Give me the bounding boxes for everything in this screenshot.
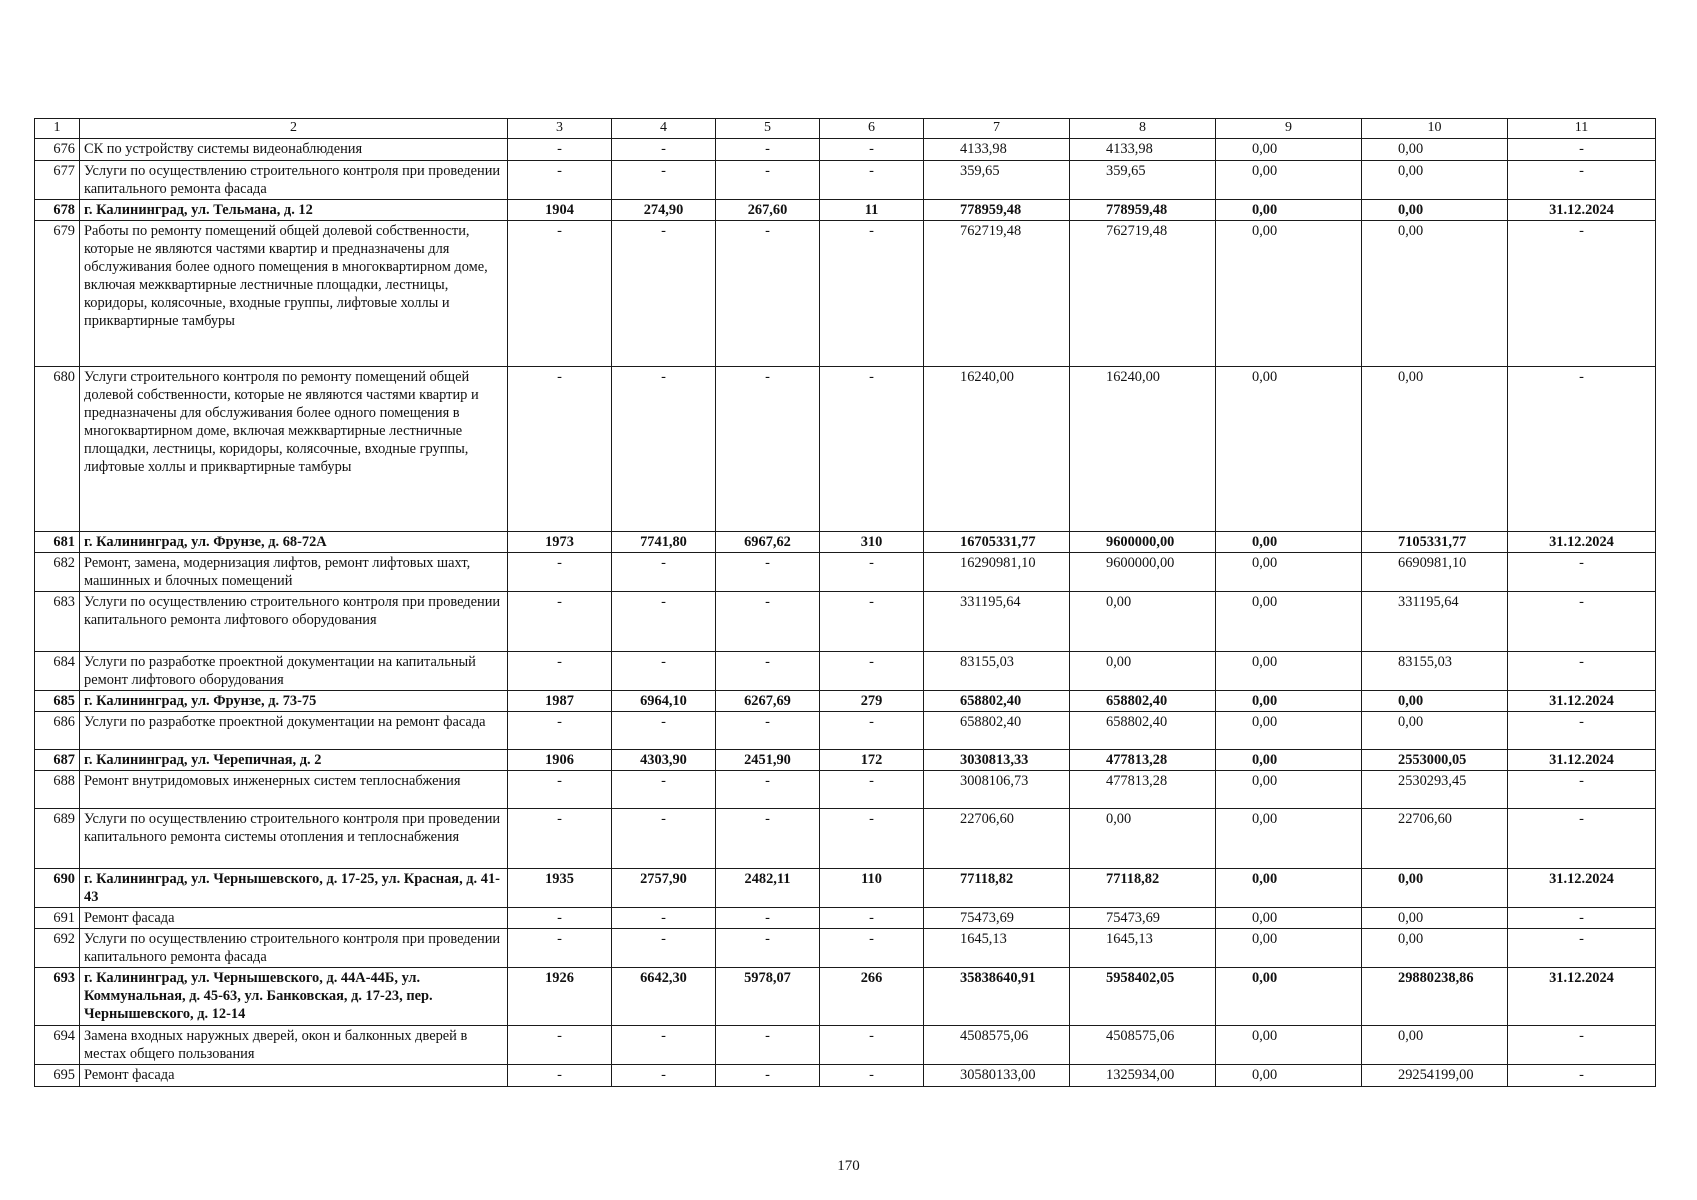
cell-total-area: 4303,90: [612, 750, 716, 771]
col-header: 6: [820, 119, 924, 139]
table-row: [35, 139, 1656, 161]
cell-living-area: 6267,69: [716, 691, 820, 712]
cell-owner-cost: 22706,60: [1362, 809, 1508, 869]
cell-total-cost: 83155,03: [924, 652, 1070, 691]
cell-deadline: 31.12.2024: [1508, 691, 1656, 712]
cell-budget-cost: 0,00: [1216, 139, 1362, 161]
cell-description: г. Калининград, ул. Чернышевского, д. 17-25, ул. Красная, д. 41-43: [80, 869, 508, 908]
cell-description: Ремонт фасада: [80, 1065, 508, 1087]
cell-deadline: -: [1508, 1065, 1656, 1087]
cell-living-area: -: [716, 771, 820, 809]
cell-fund-cost: 477813,28: [1070, 750, 1216, 771]
cell-owner-cost: 0,00: [1362, 367, 1508, 532]
table-row: [35, 592, 1656, 652]
cell-deadline: -: [1508, 809, 1656, 869]
cell-budget-cost: 0,00: [1216, 221, 1362, 367]
cell-owner-cost: 0,00: [1362, 200, 1508, 221]
cell-living-area: 2451,90: [716, 750, 820, 771]
cell-living-area: -: [716, 929, 820, 968]
cell-description: Услуги по разработке проектной документации на ремонт фасада: [80, 712, 508, 750]
cell-fund-cost: 762719,48: [1070, 221, 1216, 367]
cell-total-area: 2757,90: [612, 869, 716, 908]
cell-row-number: 691: [35, 908, 80, 929]
col-header: 9: [1216, 119, 1362, 139]
cell-budget-cost: 0,00: [1216, 553, 1362, 592]
cell-residents: 266: [820, 968, 924, 1026]
cell-residents: -: [820, 1065, 924, 1087]
cell-build-year: -: [508, 929, 612, 968]
cell-total-cost: 16240,00: [924, 367, 1070, 532]
cell-description: Ремонт внутридомовых инженерных систем теплоснабжения: [80, 771, 508, 809]
cell-deadline: -: [1508, 929, 1656, 968]
cell-row-number: 695: [35, 1065, 80, 1087]
cell-residents: -: [820, 553, 924, 592]
cell-residents: -: [820, 809, 924, 869]
cell-owner-cost: 0,00: [1362, 139, 1508, 161]
cell-deadline: -: [1508, 771, 1656, 809]
col-header: 3: [508, 119, 612, 139]
table-row: [35, 652, 1656, 691]
cell-budget-cost: 0,00: [1216, 771, 1362, 809]
cell-residents: -: [820, 908, 924, 929]
cell-fund-cost: 1645,13: [1070, 929, 1216, 968]
cell-description: Услуги по осуществлению строительного контроля при проведении капитального ремонта фасада: [80, 161, 508, 200]
cell-total-cost: 75473,69: [924, 908, 1070, 929]
col-header: 11: [1508, 119, 1656, 139]
cell-owner-cost: 83155,03: [1362, 652, 1508, 691]
cell-build-year: -: [508, 809, 612, 869]
cell-owner-cost: 0,00: [1362, 869, 1508, 908]
col-header: 10: [1362, 119, 1508, 139]
cell-living-area: -: [716, 367, 820, 532]
cell-description: СК по устройству системы видеонаблюдения: [80, 139, 508, 161]
cell-description: г. Калининград, ул. Фрунзе, д. 73-75: [80, 691, 508, 712]
cell-total-area: -: [612, 553, 716, 592]
cell-total-cost: 16290981,10: [924, 553, 1070, 592]
address-row: [35, 691, 1656, 712]
cell-description: г. Калининград, ул. Чернышевского, д. 44А-44Б, ул. Коммунальная, д. 45-63, ул. Банковская, д. 17-23, пер. Чернышевского, д. 12-14: [80, 968, 508, 1026]
cell-residents: -: [820, 139, 924, 161]
cell-total-cost: 30580133,00: [924, 1065, 1070, 1087]
cell-row-number: 685: [35, 691, 80, 712]
cell-budget-cost: 0,00: [1216, 652, 1362, 691]
cell-build-year: -: [508, 221, 612, 367]
cell-residents: -: [820, 712, 924, 750]
cell-fund-cost: 658802,40: [1070, 691, 1216, 712]
cell-total-area: -: [612, 712, 716, 750]
col-header: 4: [612, 119, 716, 139]
cell-description: Замена входных наружных дверей, окон и балконных дверей в местах общего пользования: [80, 1026, 508, 1065]
cell-deadline: 31.12.2024: [1508, 750, 1656, 771]
cell-fund-cost: 658802,40: [1070, 712, 1216, 750]
cell-build-year: 1926: [508, 968, 612, 1026]
cell-description: Услуги по разработке проектной документации на капитальный ремонт лифтового оборудования: [80, 652, 508, 691]
cell-total-area: 6964,10: [612, 691, 716, 712]
cell-total-cost: 3008106,73: [924, 771, 1070, 809]
cell-fund-cost: 4508575,06: [1070, 1026, 1216, 1065]
cell-total-area: -: [612, 809, 716, 869]
cell-deadline: -: [1508, 652, 1656, 691]
cell-total-cost: 77118,82: [924, 869, 1070, 908]
table-row: [35, 553, 1656, 592]
cell-owner-cost: 0,00: [1362, 1026, 1508, 1065]
cell-fund-cost: 9600000,00: [1070, 553, 1216, 592]
cell-owner-cost: 0,00: [1362, 221, 1508, 367]
works-table: [34, 118, 1656, 1087]
cell-description: Ремонт фасада: [80, 908, 508, 929]
cell-residents: 279: [820, 691, 924, 712]
cell-build-year: 1904: [508, 200, 612, 221]
cell-living-area: -: [716, 139, 820, 161]
cell-row-number: 684: [35, 652, 80, 691]
cell-owner-cost: 0,00: [1362, 712, 1508, 750]
cell-total-area: 274,90: [612, 200, 716, 221]
cell-residents: -: [820, 652, 924, 691]
cell-owner-cost: 29254199,00: [1362, 1065, 1508, 1087]
cell-residents: -: [820, 1026, 924, 1065]
cell-fund-cost: 77118,82: [1070, 869, 1216, 908]
cell-owner-cost: 331195,64: [1362, 592, 1508, 652]
cell-description: Услуги по осуществлению строительного контроля при проведении капитального ремонта фасада: [80, 929, 508, 968]
cell-budget-cost: 0,00: [1216, 750, 1362, 771]
col-header: 8: [1070, 119, 1216, 139]
cell-build-year: -: [508, 367, 612, 532]
table-row: [35, 367, 1656, 532]
col-header: 1: [35, 119, 80, 139]
cell-deadline: -: [1508, 161, 1656, 200]
cell-total-cost: 658802,40: [924, 691, 1070, 712]
cell-total-area: 7741,80: [612, 532, 716, 553]
cell-fund-cost: 778959,48: [1070, 200, 1216, 221]
address-row: [35, 532, 1656, 553]
cell-description: Услуги по осуществлению строительного контроля при проведении капитального ремонта системы отопления и теплоснабжения: [80, 809, 508, 869]
cell-deadline: -: [1508, 553, 1656, 592]
cell-row-number: 686: [35, 712, 80, 750]
cell-living-area: -: [716, 553, 820, 592]
cell-row-number: 688: [35, 771, 80, 809]
address-row: [35, 869, 1656, 908]
col-header: 7: [924, 119, 1070, 139]
cell-living-area: -: [716, 809, 820, 869]
cell-build-year: -: [508, 553, 612, 592]
cell-total-area: -: [612, 221, 716, 367]
cell-deadline: -: [1508, 1026, 1656, 1065]
cell-living-area: -: [716, 908, 820, 929]
cell-owner-cost: 2553000,05: [1362, 750, 1508, 771]
cell-deadline: -: [1508, 908, 1656, 929]
cell-total-cost: 778959,48: [924, 200, 1070, 221]
table-row: [35, 1065, 1656, 1087]
cell-total-area: -: [612, 592, 716, 652]
cell-total-area: -: [612, 367, 716, 532]
cell-total-cost: 3030813,33: [924, 750, 1070, 771]
cell-budget-cost: 0,00: [1216, 712, 1362, 750]
cell-budget-cost: 0,00: [1216, 367, 1362, 532]
cell-total-area: -: [612, 139, 716, 161]
cell-living-area: -: [716, 221, 820, 367]
cell-budget-cost: 0,00: [1216, 532, 1362, 553]
cell-fund-cost: 75473,69: [1070, 908, 1216, 929]
cell-build-year: -: [508, 592, 612, 652]
cell-build-year: -: [508, 908, 612, 929]
table-row: [35, 809, 1656, 869]
cell-residents: -: [820, 592, 924, 652]
cell-deadline: 31.12.2024: [1508, 869, 1656, 908]
cell-fund-cost: 0,00: [1070, 809, 1216, 869]
cell-residents: -: [820, 161, 924, 200]
cell-total-cost: 4508575,06: [924, 1026, 1070, 1065]
cell-residents: 172: [820, 750, 924, 771]
cell-owner-cost: 0,00: [1362, 161, 1508, 200]
cell-description: Работы по ремонту помещений общей долевой собственности, которые не являются частями квартир и предназначены для обслуживания более одного помещения в многоквартирном доме, включая межквартирные лестничные площадки, лестницы, коридоры, колясочные, входные группы, лифтовые холлы и приквартирные тамбуры: [80, 221, 508, 367]
cell-description: Ремонт, замена, модернизация лифтов, ремонт лифтовых шахт, машинных и блочных помещений: [80, 553, 508, 592]
table-row: [35, 771, 1656, 809]
cell-budget-cost: 0,00: [1216, 592, 1362, 652]
page-number: 170: [837, 1158, 860, 1174]
cell-row-number: 682: [35, 553, 80, 592]
cell-deadline: -: [1508, 592, 1656, 652]
cell-fund-cost: 0,00: [1070, 592, 1216, 652]
cell-total-area: -: [612, 1026, 716, 1065]
cell-build-year: -: [508, 771, 612, 809]
cell-total-area: -: [612, 1065, 716, 1087]
table-row: [35, 161, 1656, 200]
cell-fund-cost: 9600000,00: [1070, 532, 1216, 553]
cell-fund-cost: 1325934,00: [1070, 1065, 1216, 1087]
cell-build-year: -: [508, 712, 612, 750]
cell-residents: 11: [820, 200, 924, 221]
cell-build-year: -: [508, 1026, 612, 1065]
cell-budget-cost: 0,00: [1216, 929, 1362, 968]
cell-row-number: 680: [35, 367, 80, 532]
cell-build-year: -: [508, 1065, 612, 1087]
cell-owner-cost: 7105331,77: [1362, 532, 1508, 553]
cell-budget-cost: 0,00: [1216, 691, 1362, 712]
cell-owner-cost: 0,00: [1362, 929, 1508, 968]
cell-build-year: 1987: [508, 691, 612, 712]
cell-total-area: -: [612, 652, 716, 691]
address-row: [35, 200, 1656, 221]
cell-total-cost: 331195,64: [924, 592, 1070, 652]
cell-living-area: -: [716, 652, 820, 691]
cell-budget-cost: 0,00: [1216, 968, 1362, 1026]
cell-total-area: 6642,30: [612, 968, 716, 1026]
cell-row-number: 690: [35, 869, 80, 908]
cell-budget-cost: 0,00: [1216, 809, 1362, 869]
cell-owner-cost: 0,00: [1362, 691, 1508, 712]
cell-fund-cost: 0,00: [1070, 652, 1216, 691]
address-row: [35, 968, 1656, 1026]
cell-living-area: -: [716, 1026, 820, 1065]
cell-living-area: -: [716, 592, 820, 652]
cell-build-year: 1935: [508, 869, 612, 908]
cell-build-year: -: [508, 652, 612, 691]
cell-owner-cost: 6690981,10: [1362, 553, 1508, 592]
cell-living-area: 267,60: [716, 200, 820, 221]
cell-description: г. Калининград, ул. Фрунзе, д. 68-72А: [80, 532, 508, 553]
cell-residents: 110: [820, 869, 924, 908]
cell-living-area: -: [716, 161, 820, 200]
cell-deadline: -: [1508, 712, 1656, 750]
cell-build-year: 1973: [508, 532, 612, 553]
cell-deadline: 31.12.2024: [1508, 532, 1656, 553]
cell-deadline: -: [1508, 221, 1656, 367]
table-row: [35, 1026, 1656, 1065]
cell-budget-cost: 0,00: [1216, 1026, 1362, 1065]
cell-living-area: -: [716, 1065, 820, 1087]
cell-total-cost: 35838640,91: [924, 968, 1070, 1026]
cell-total-cost: 359,65: [924, 161, 1070, 200]
cell-build-year: 1906: [508, 750, 612, 771]
col-header: 5: [716, 119, 820, 139]
cell-living-area: 6967,62: [716, 532, 820, 553]
cell-deadline: -: [1508, 367, 1656, 532]
cell-budget-cost: 0,00: [1216, 161, 1362, 200]
cell-row-number: 689: [35, 809, 80, 869]
cell-owner-cost: 29880238,86: [1362, 968, 1508, 1026]
cell-description: г. Калининград, ул. Тельмана, д. 12: [80, 200, 508, 221]
cell-total-area: -: [612, 929, 716, 968]
cell-description: Услуги строительного контроля по ремонту помещений общей долевой собственности, которые не являются частями квартир и предназначены для обслуживания более одного помещения в многоквартирном доме, включая межквартирные лестничные площадки, лестницы, коридоры, колясочные, входные группы, лифтовые холлы и приквартирные тамбуры: [80, 367, 508, 532]
cell-row-number: 681: [35, 532, 80, 553]
cell-fund-cost: 5958402,05: [1070, 968, 1216, 1026]
cell-row-number: 694: [35, 1026, 80, 1065]
cell-owner-cost: 2530293,45: [1362, 771, 1508, 809]
cell-total-area: -: [612, 908, 716, 929]
cell-total-cost: 16705331,77: [924, 532, 1070, 553]
cell-deadline: 31.12.2024: [1508, 200, 1656, 221]
cell-budget-cost: 0,00: [1216, 908, 1362, 929]
cell-fund-cost: 477813,28: [1070, 771, 1216, 809]
cell-total-cost: 658802,40: [924, 712, 1070, 750]
cell-row-number: 687: [35, 750, 80, 771]
cell-residents: 310: [820, 532, 924, 553]
cell-row-number: 677: [35, 161, 80, 200]
cell-fund-cost: 359,65: [1070, 161, 1216, 200]
cell-living-area: 2482,11: [716, 869, 820, 908]
cell-row-number: 693: [35, 968, 80, 1026]
cell-total-area: -: [612, 771, 716, 809]
cell-budget-cost: 0,00: [1216, 869, 1362, 908]
cell-residents: -: [820, 771, 924, 809]
cell-owner-cost: 0,00: [1362, 908, 1508, 929]
cell-fund-cost: 4133,98: [1070, 139, 1216, 161]
col-header: 2: [80, 119, 508, 139]
table-body: [35, 139, 1656, 1087]
cell-living-area: 5978,07: [716, 968, 820, 1026]
cell-build-year: -: [508, 139, 612, 161]
cell-living-area: -: [716, 712, 820, 750]
cell-description: Услуги по осуществлению строительного контроля при проведении капитального ремонта лифтового оборудования: [80, 592, 508, 652]
cell-row-number: 692: [35, 929, 80, 968]
cell-residents: -: [820, 367, 924, 532]
table-row: [35, 712, 1656, 750]
cell-fund-cost: 16240,00: [1070, 367, 1216, 532]
column-number-row: [35, 119, 1656, 139]
cell-row-number: 679: [35, 221, 80, 367]
cell-row-number: 678: [35, 200, 80, 221]
cell-residents: -: [820, 221, 924, 367]
cell-total-cost: 1645,13: [924, 929, 1070, 968]
cell-residents: -: [820, 929, 924, 968]
table-row: [35, 929, 1656, 968]
table-row: [35, 221, 1656, 367]
cell-total-cost: 4133,98: [924, 139, 1070, 161]
cell-deadline: -: [1508, 139, 1656, 161]
cell-total-cost: 762719,48: [924, 221, 1070, 367]
cell-total-area: -: [612, 161, 716, 200]
cell-row-number: 683: [35, 592, 80, 652]
address-row: [35, 750, 1656, 771]
cell-row-number: 676: [35, 139, 80, 161]
cell-budget-cost: 0,00: [1216, 200, 1362, 221]
cell-budget-cost: 0,00: [1216, 1065, 1362, 1087]
cell-deadline: 31.12.2024: [1508, 968, 1656, 1026]
cell-description: г. Калининград, ул. Черепичная, д. 2: [80, 750, 508, 771]
cell-total-cost: 22706,60: [924, 809, 1070, 869]
cell-build-year: -: [508, 161, 612, 200]
table-row: [35, 908, 1656, 929]
